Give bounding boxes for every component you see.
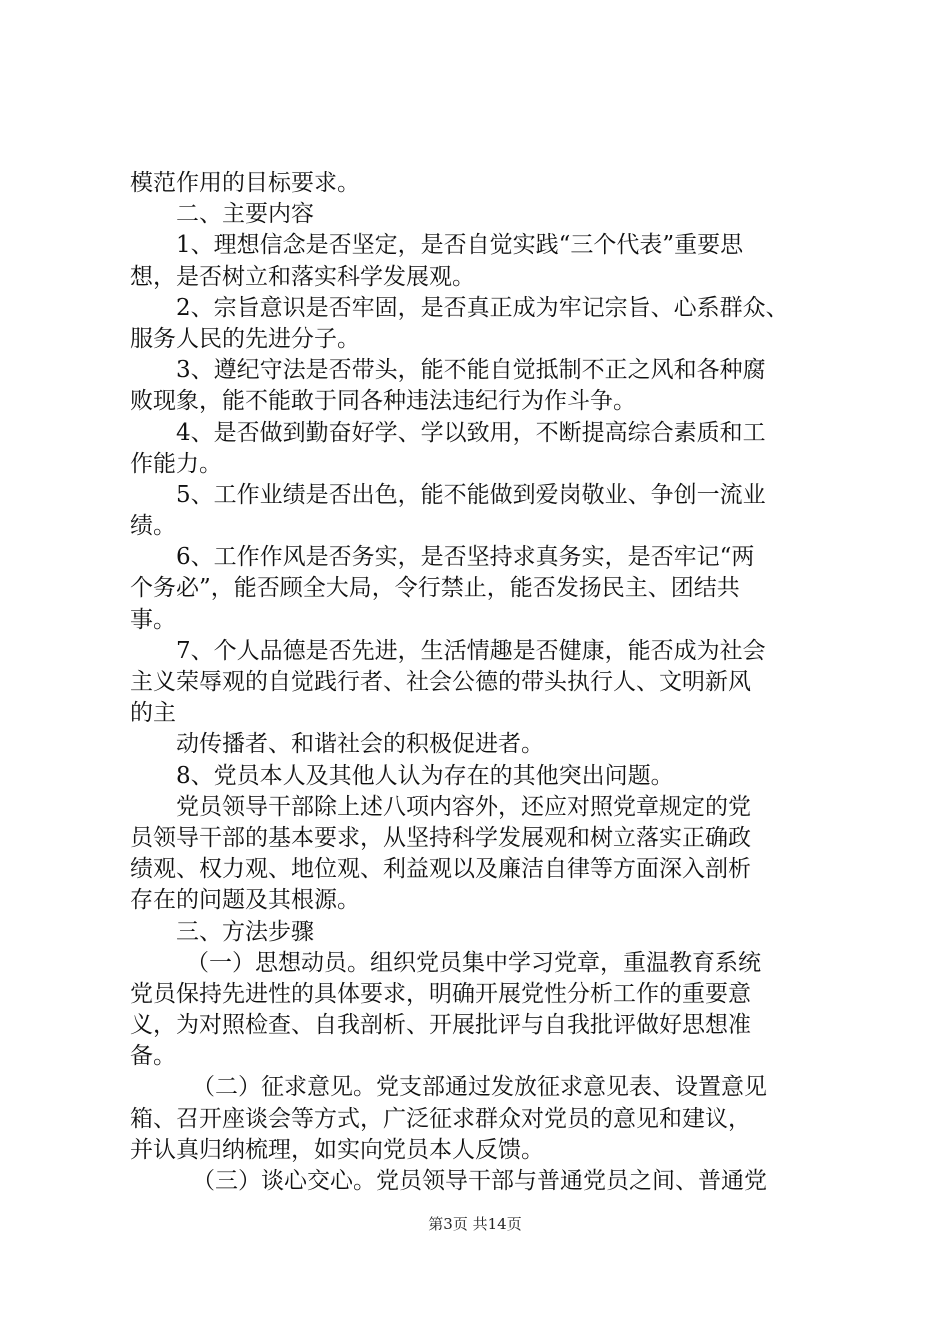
text-line: 备。 bbox=[130, 1043, 176, 1070]
text-line: （二）征求意见。党支部通过发放征求意见表、设置意见 bbox=[192, 1074, 767, 1101]
text-line: 党员保持先进性的具体要求，明确开展党性分析工作的重要意 bbox=[130, 980, 751, 1007]
text-line: 7、个人品德是否先进，生活情趣是否健康，能否成为社会 bbox=[176, 637, 766, 664]
text-line: 模范作用的目标要求。 bbox=[130, 170, 360, 196]
text-line: 主义荣辱观的自觉践行者、社会公德的带头执行人、文明新风 bbox=[130, 669, 751, 695]
text-line: 6、工作作风是否务实，是否坚持求真务实，是否牢记“两 bbox=[176, 544, 755, 571]
text-line: 的主 bbox=[130, 700, 176, 727]
text-line: 3、遵纪守法是否带头，能不能自觉抵制不正之风和各种腐 bbox=[176, 357, 766, 384]
text-line: （三）谈心交心。党员领导干部与普通党员之间、普通党 bbox=[192, 1168, 767, 1194]
document-body bbox=[130, 168, 840, 1197]
text-line: 作能力。 bbox=[130, 450, 222, 477]
text-line: 1、理想信念是否坚定，是否自觉实践“三个代表”重要思 bbox=[176, 232, 744, 259]
text-line: 义，为对照检查、自我剖析、开展批评与自我批评做好思想准 bbox=[130, 1012, 751, 1039]
section-heading: 二、主要内容 bbox=[176, 201, 314, 228]
text-line: （一）思想动员。组织党员集中学习党章，重温教育系统 bbox=[186, 949, 761, 976]
text-line: 员领导干部的基本要求，从坚持科学发展观和树立落实正确政 bbox=[130, 824, 751, 851]
text-line: 5、工作业绩是否出色，能不能做到爱岗敬业、争创一流业 bbox=[176, 481, 766, 508]
section-heading: 三、方法步骤 bbox=[176, 918, 314, 945]
text-line: 个务必”，能否顾全大局，令行禁止，能否发扬民主、团结共 bbox=[130, 575, 740, 602]
text-line: 党员领导干部除上述八项内容外，还应对照党章规定的党 bbox=[176, 793, 751, 820]
text-line: 事。 bbox=[130, 606, 176, 633]
text-line: 2、宗旨意识是否牢固，是否真正成为牢记宗旨、心系群众、 bbox=[176, 294, 789, 321]
text-line: 箱、召开座谈会等方式，广泛征求群众对党员的意见和建议， bbox=[130, 1105, 751, 1132]
text-line: 4、是否做到勤奋好学、学以致用，不断提高综合素质和工 bbox=[176, 419, 766, 446]
text-line: 8、党员本人及其他人认为存在的其他突出问题。 bbox=[176, 762, 674, 789]
text-line: 存在的问题及其根源。 bbox=[130, 887, 360, 914]
text-line: 败现象，能不能敢于同各种违法违纪行为作斗争。 bbox=[130, 388, 636, 415]
text-line: 想，是否树立和落实科学发展观。 bbox=[130, 263, 475, 290]
text-line: 并认真归纳梳理，如实向党员本人反馈。 bbox=[130, 1136, 544, 1163]
page-number-footer: 第3页 共14页 bbox=[428, 1215, 522, 1233]
text-line: 服务人民的先进分子。 bbox=[130, 325, 360, 352]
text-line: 绩观、权力观、地位观、利益观以及廉洁自律等方面深入剖析 bbox=[130, 856, 751, 883]
text-line: 绩。 bbox=[130, 513, 176, 540]
text-line: 动传播者、和谐社会的积极促进者。 bbox=[176, 731, 544, 758]
